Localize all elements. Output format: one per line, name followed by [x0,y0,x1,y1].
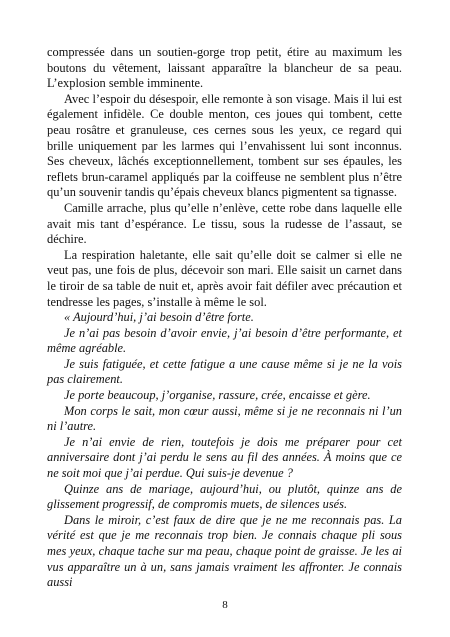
body-text [47,45,402,591]
page-number: 8 [222,599,228,611]
paragraph: Je n’ai envie de rien, toutefois je dois me préparer pour cet anniversaire dont j’ai perdu le sens au fil des années. À moins que ce ne soit moi que j’ai perdue. Qui suis-je devenue ? [47,434,402,481]
paragraph: La respiration haletante, elle sait qu’elle doit se calmer si elle ne veut pas, une fois de plus, décevoir son mari. Elle saisit un carnet dans le tiroir de sa table de nuit et, après avoir fait défiler avec précaution et tendresse les pages, s’installe à même le sol. [47,247,402,309]
paragraph: Quinze ans de mariage, aujourd’hui, ou plutôt, quinze ans de glissement progressif, de compromis muets, de silences usés. [47,481,402,512]
paragraph: Je n’ai pas besoin d’avoir envie, j’ai besoin d’être performante, et même agréable. [47,325,402,356]
paragraph: Je suis fatiguée, et cette fatigue a une cause même si je ne la vois pas clairement. [47,356,402,387]
paragraph: compressée dans un soutien-gorge trop petit, étire au maximum les boutons du vêtement, laissant apparaître la blancheur de sa peau. L’explosion semble imminente. [47,45,402,91]
paragraph: Dans le miroir, c’est faux de dire que je ne me reconnais pas. La vérité est que je me reconnais trop bien. Je connais chaque pli sous mes yeux, chaque tache sur ma peau, chaque point de graisse. Je les ai vus apparaître un à un, sans jamais vraiment les affronter. Je connais aussi [47,512,402,590]
paragraph: Je porte beaucoup, j’organise, rassure, crée, encaisse et gère. [64,388,371,403]
paragraph: Camille arrache, plus qu’elle n’enlève, cette robe dans laquelle elle avait mis tant d’espérance. Le tissu, sous la rudesse de l’assaut, se déchire. [47,200,402,247]
paragraph: « Aujourd’hui, j’ai besoin d’être forte. [64,310,254,325]
paragraph: Avec l’espoir du désespoir, elle remonte à son visage. Mais il lui est également infidèle. Ce double menton, ces joues qui tombent, cette peau rosâtre et granuleuse, ces cernes sous les yeux, ce regard qui brille uniquement par les larmes qui l’envahissent lui sont inconnus. Ses cheveux, lâchés exceptionnellement, tombent sur ses épaules, les reflets brun-caramel appliqués par la coiffeuse ne semblent plus n’être qu’un souvenir tandis qu’épais cheveux blancs pigmentent sa tignasse. [47,91,402,200]
paragraph: Mon corps le sait, mon cœur aussi, même si je ne reconnais ni l’un ni l’autre. [47,403,402,434]
